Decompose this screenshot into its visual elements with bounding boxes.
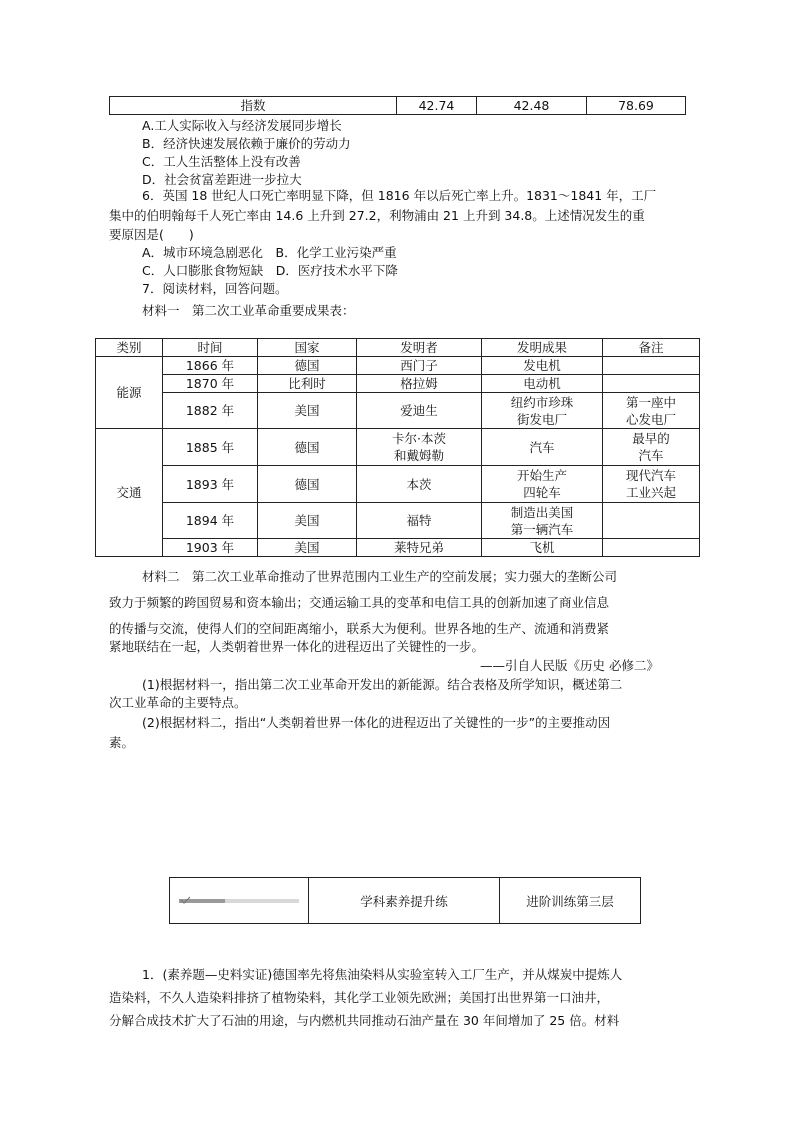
sub2-line-1: (2)根据材料二，指出“人类朝着世界一体化的进程迈出了关键性的一步”的主要推动因 bbox=[142, 715, 611, 730]
material2-line-3: 的传播与交流，使得人们的空间距离缩小，联系大为便利。世界各地的生产、流通和消费紧 bbox=[109, 621, 610, 636]
table-cell bbox=[603, 503, 700, 539]
q6-options-cd: C．人口膨胀食物短缺 D．医疗技术水平下降 bbox=[142, 263, 398, 278]
table-cell: 德国 bbox=[258, 466, 357, 503]
table-cell: 爱迪生 bbox=[357, 393, 482, 429]
index-table bbox=[109, 96, 686, 115]
table-cell: 飞机 bbox=[482, 539, 603, 557]
table-cell: 莱特兄弟 bbox=[357, 539, 482, 557]
index-label: 指数 bbox=[110, 97, 397, 115]
sub1-line-2: 次工业革命的主要特点。 bbox=[109, 695, 247, 710]
practice1-line-3: 分解合成技术扩大了石油的用途，与内燃机共同推动石油产量在 30 年间增加了 25 倍。材料 bbox=[109, 1013, 620, 1028]
table-cell: 最早的 汽车 bbox=[603, 429, 700, 466]
table-cell: 开始生产 四轮车 bbox=[482, 466, 603, 503]
q5-option-c: C．工人生活整体上没有改善 bbox=[142, 154, 301, 169]
table-cell: 1870 年 bbox=[163, 375, 258, 393]
table-cell: 1866 年 bbox=[163, 357, 258, 375]
table-cell: 格拉姆 bbox=[357, 375, 482, 393]
table-cell bbox=[603, 375, 700, 393]
table-cell bbox=[603, 539, 700, 557]
material2-line-2: 致力于频繁的跨国贸易和资本输出；交通运输工具的变革和电信工具的创新加速了商业信息 bbox=[109, 595, 610, 610]
progress-bar-icon bbox=[175, 894, 303, 908]
header-note: 备注 bbox=[603, 339, 700, 357]
table-cell: 第一座中 心发电厂 bbox=[603, 393, 700, 429]
table-cell: 1885 年 bbox=[163, 429, 258, 466]
table-cell: 比利时 bbox=[258, 375, 357, 393]
table-cell: 德国 bbox=[258, 429, 357, 466]
header-inventor: 发明者 bbox=[357, 339, 482, 357]
table-cell: 电动机 bbox=[482, 375, 603, 393]
banner-title bbox=[309, 878, 500, 923]
achievements-table bbox=[95, 338, 700, 557]
category-transport: 交通 bbox=[96, 429, 163, 557]
material2-line-4: 紧地联结在一起，人类朝着世界一体化的进程迈出了关键性的一步。 bbox=[109, 639, 485, 654]
sub2-line-2: 素。 bbox=[109, 735, 135, 750]
table-cell: 美国 bbox=[258, 393, 357, 429]
practice1-line-2: 造染料，不久人造染料排挤了植物染料，其化学工业领先欧洲；美国打出世界第一口油井， bbox=[109, 990, 610, 1005]
table-cell: 纽约市珍珠 街发电厂 bbox=[482, 393, 603, 429]
table-cell: 美国 bbox=[258, 503, 357, 539]
table-cell: 发电机 bbox=[482, 357, 603, 375]
table-cell: 1893 年 bbox=[163, 466, 258, 503]
material1-title: 材料一 第二次工业革命重要成果表： bbox=[142, 303, 355, 318]
table-cell: 现代汽车 工业兴起 bbox=[603, 466, 700, 503]
table-cell: 福特 bbox=[357, 503, 482, 539]
banner-level-text: 进阶训练第三层 bbox=[526, 893, 614, 909]
header-result: 发明成果 bbox=[482, 339, 603, 357]
banner-level bbox=[500, 878, 640, 923]
material2-line-1: 材料二 第二次工业革命推动了世界范围内工业生产的空前发展；实力强大的垄断公司 bbox=[142, 569, 618, 584]
index-value-2: 42.48 bbox=[477, 97, 587, 115]
material2-source: ——引自人民版《历史 必修二》 bbox=[480, 658, 659, 673]
header-country: 国家 bbox=[258, 339, 357, 357]
practice1-line-1: 1．(素养题—史料实证)德国率先将焦油染料从实验室转入工厂生产，并从煤炭中提炼人 bbox=[142, 967, 623, 982]
table-cell: 制造出美国 第一辆汽车 bbox=[482, 503, 603, 539]
q6-options-ab: A．城市环境急剧恶化 B．化学工业污染严重 bbox=[142, 245, 397, 260]
header-category: 类别 bbox=[96, 339, 163, 357]
table-cell: 1894 年 bbox=[163, 503, 258, 539]
table-cell: 汽车 bbox=[482, 429, 603, 466]
q6-line-2: 集中的伯明翰每千人死亡率由 14.6 上升到 27.2，利物浦由 21 上升到 34.8。上述情况发生的重 bbox=[109, 208, 645, 223]
index-value-3: 78.69 bbox=[587, 97, 686, 115]
table-cell: 德国 bbox=[258, 357, 357, 375]
table-cell: 西门子 bbox=[357, 357, 482, 375]
table-cell: 1882 年 bbox=[163, 393, 258, 429]
header-time: 时间 bbox=[163, 339, 258, 357]
section-banner bbox=[169, 877, 641, 924]
table-cell bbox=[603, 357, 700, 375]
index-value-1: 42.74 bbox=[397, 97, 477, 115]
table-cell: 1903 年 bbox=[163, 539, 258, 557]
q7-intro: 7．阅读材料，回答问题。 bbox=[142, 281, 288, 296]
banner-graphic bbox=[170, 878, 309, 923]
banner-title-text: 学科素养提升练 bbox=[360, 893, 448, 909]
sub1-line-1: (1)根据材料一，指出第二次工业革命开发出的新能源。结合表格及所学知识，概述第二 bbox=[142, 677, 623, 692]
q6-line-3: 要原因是( ) bbox=[109, 227, 194, 242]
table-cell: 美国 bbox=[258, 539, 357, 557]
q5-option-d: D．社会贫富差距进一步拉大 bbox=[142, 172, 302, 187]
q6-line-1: 6．英国 18 世纪人口死亡率明显下降，但 1816 年以后死亡率上升。1831～1841 年，工厂 bbox=[142, 188, 657, 203]
table-cell: 卡尔·本茨 和戴姆勒 bbox=[357, 429, 482, 466]
q5-option-a: A.工人实际收入与经济发展同步增长 bbox=[142, 118, 342, 133]
table-cell: 本茨 bbox=[357, 466, 482, 503]
q5-option-b: B．经济快速发展依赖于廉价的劳动力 bbox=[142, 136, 351, 151]
category-energy: 能源 bbox=[96, 357, 163, 429]
